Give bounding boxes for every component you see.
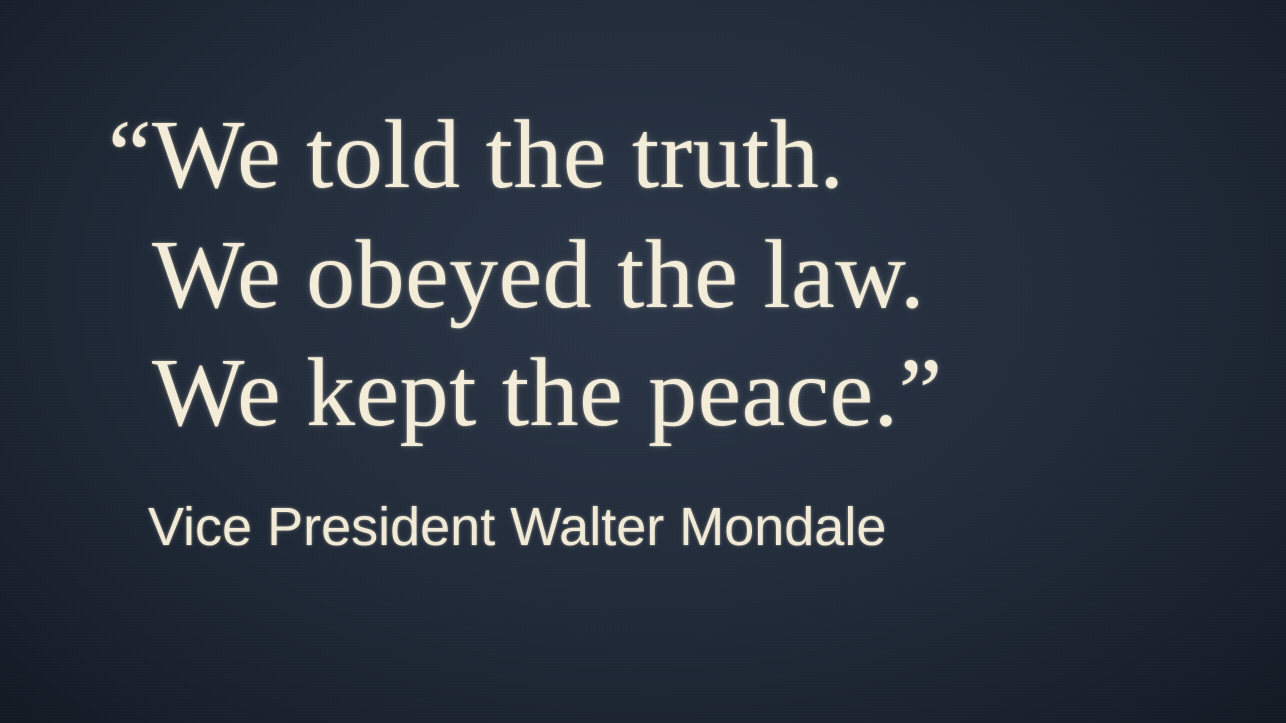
- quote-line-3: We kept the peace.”: [152, 339, 943, 447]
- quote-line-2: We obeyed the law.: [152, 221, 925, 329]
- quote-line-1: “We told the truth.: [108, 101, 845, 209]
- quote-attribution: Vice President Walter Mondale: [148, 497, 887, 557]
